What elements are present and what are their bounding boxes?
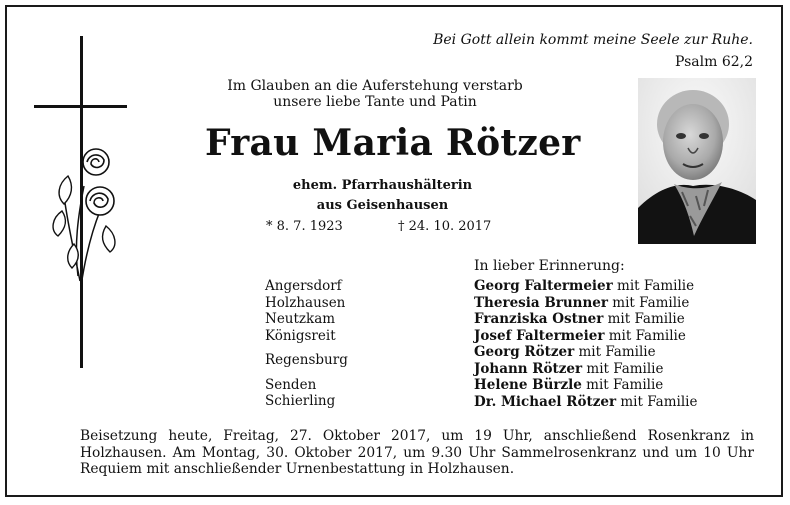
mourner-suffix: mit Familie [608, 294, 690, 311]
birth-date: * 8. 7. 1923 [266, 219, 343, 234]
intro-line: Im Glauben an die Auferstehung verstarb [227, 78, 523, 94]
mourner-name: Georg Rötzer [474, 344, 575, 360]
psalm-reference: Psalm 62,2 [675, 54, 753, 70]
intro-line: unsere liebe Tante und Patin [273, 94, 477, 110]
intro-text [205, 78, 545, 110]
mourner-suffix: mit Familie [603, 311, 685, 327]
place-item: Angersdorf [265, 278, 342, 294]
mourner-suffix: mit Familie [612, 278, 695, 294]
place-item: Regensburg [265, 352, 348, 368]
mourner-item [474, 311, 697, 328]
mourner-name: Helene Bürzle [474, 377, 582, 393]
place-item: Neutzkam [265, 311, 336, 327]
cross-with-roses-icon [34, 36, 130, 376]
origin-line: aus Geisenhausen [316, 198, 449, 213]
portrait-photo [638, 78, 756, 244]
mourner-name: Theresia Brunner [474, 294, 608, 311]
death-date: † 24. 10. 2017 [398, 219, 492, 234]
funeral-info: Beisetzung heute, Freitag, 27. Oktober 2017, um 19 Uhr, anschließend Rosenkranz in Holzhausen. Am Montag, 30. Oktober 2017, um 9.30 Uhr Sammelrosenkranz und um 10 Uhr Requiem mit anschließender Urnenbestattung in Holzhausen. [80, 428, 754, 477]
mourner-item [474, 377, 697, 394]
mourner-name: Dr. Michael Rötzer [474, 393, 617, 410]
mourner-suffix: mit Familie [582, 360, 664, 377]
mourner-item [474, 278, 697, 295]
mourner-name: Johann Rötzer [474, 360, 583, 377]
mourner-suffix: mit Familie [581, 377, 664, 393]
place-item: Schierling [265, 393, 336, 409]
mourner-name: Georg Faltermeier [474, 278, 613, 294]
mourners-list [474, 278, 697, 410]
place-item: Senden [265, 376, 317, 393]
mourner-name: Josef Faltermeier [474, 327, 605, 344]
mourner-suffix: mit Familie [574, 344, 656, 360]
mourner-item [474, 394, 697, 411]
memory-heading: In lieber Erinnerung: [474, 258, 625, 274]
mourner-suffix: mit Familie [604, 327, 686, 344]
bible-quote: Bei Gott allein kommt meine Seele zur Ruhe. [433, 32, 753, 48]
place-item: Holzhausen [265, 294, 346, 311]
place-item: Königsreit [265, 327, 336, 344]
mourner-item [474, 328, 697, 345]
mourner-item [474, 344, 697, 361]
mourner-suffix: mit Familie [616, 393, 698, 410]
deceased-name: Frau Maria Rötzer [205, 122, 581, 164]
mourner-name: Franziska Ostner [474, 311, 604, 327]
role-line: ehem. Pfarrhaushälterin [292, 178, 473, 193]
mourner-item [474, 361, 697, 378]
mourner-item [474, 295, 697, 312]
places-list [265, 278, 348, 410]
deceased-role [205, 176, 560, 216]
